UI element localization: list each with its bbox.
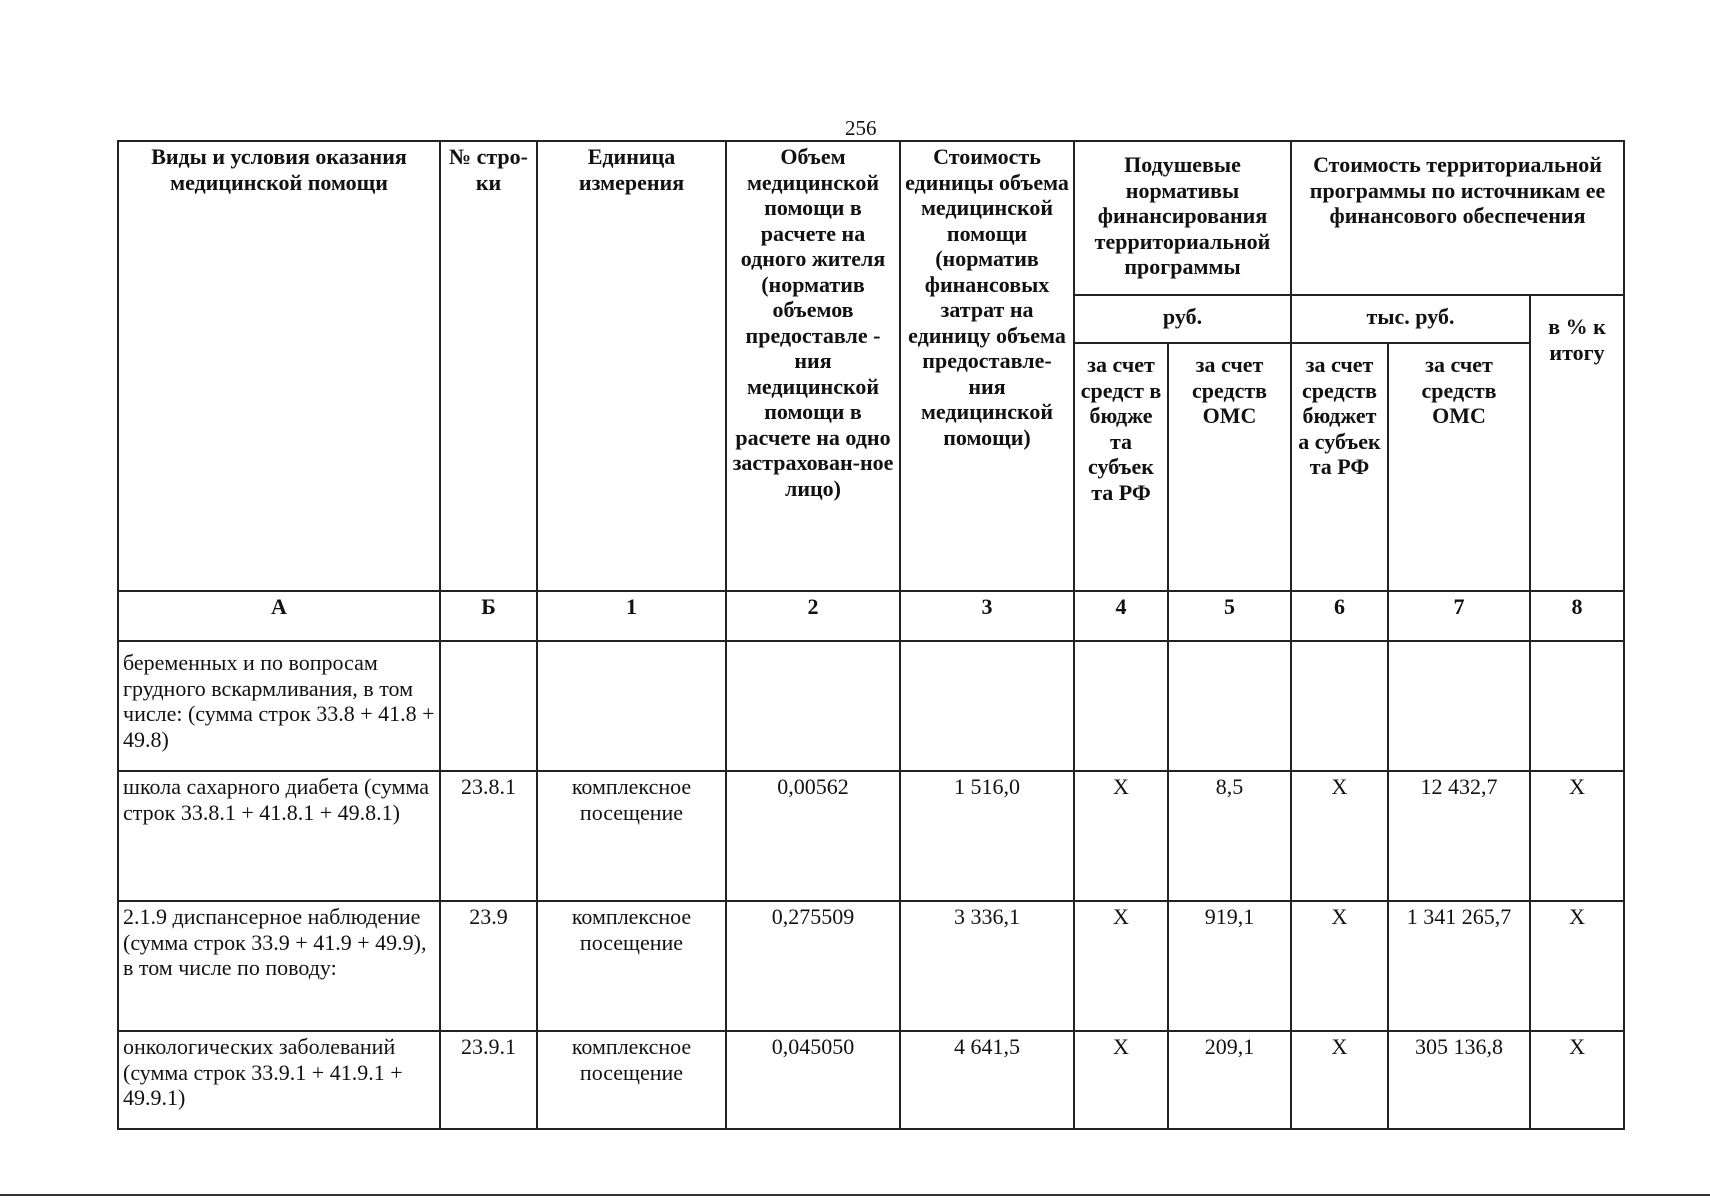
index-cell: 3 xyxy=(900,591,1074,641)
row-cost-budget: X xyxy=(1291,771,1388,901)
header-cost-oms: за счет средств ОМС xyxy=(1388,343,1530,591)
row-cost-budget: X xyxy=(1291,1031,1388,1129)
row-volume xyxy=(726,641,900,771)
row-line-number: 23.9 xyxy=(440,901,537,1031)
header-per-capita-group: Подушевые нормативы финансирования территориальной программы xyxy=(1074,141,1291,295)
row-unit-cost xyxy=(900,641,1074,771)
row-percent xyxy=(1530,641,1624,771)
row-description: беременных и по вопросам грудного вскармливания, в том числе: (сумма строк 33.8 + 41.8 + 49.8) xyxy=(118,641,440,771)
row-percapita-budget xyxy=(1074,641,1168,771)
index-cell: 7 xyxy=(1388,591,1530,641)
header-cost-budget: за счет средств бюджет а субъек та РФ xyxy=(1291,343,1388,591)
index-cell: А xyxy=(118,591,440,641)
header-volume: Объем медицинской помощи в расчете на одного жителя (норматив объемов предоставле - ния медицинской помощи в расчете на одно застрахован-ное лицо) xyxy=(726,141,900,591)
row-volume: 0,00562 xyxy=(726,771,900,901)
row-cost-oms: 12 432,7 xyxy=(1388,771,1530,901)
index-cell: 6 xyxy=(1291,591,1388,641)
row-cost-budget: X xyxy=(1291,901,1388,1031)
row-percapita-oms: 8,5 xyxy=(1168,771,1291,901)
row-unit xyxy=(537,641,726,771)
row-line-number xyxy=(440,641,537,771)
row-description: 2.1.9 диспансерное наблюдение (сумма строк 33.9 + 41.9 + 49.9), в том числе по поводу: xyxy=(118,901,440,1031)
row-volume: 0,045050 xyxy=(726,1031,900,1129)
row-unit: комплексное посещение xyxy=(537,901,726,1031)
page-bottom-rule xyxy=(0,1194,1710,1196)
index-cell: Б xyxy=(440,591,537,641)
row-percapita-oms: 209,1 xyxy=(1168,1031,1291,1129)
row-unit: комплексное посещение xyxy=(537,771,726,901)
header-percapita-budget: за счет средст в бюдже та субъек та РФ xyxy=(1074,343,1168,591)
header-types-of-care: Виды и условия оказания медицинской помощи xyxy=(118,141,440,591)
header-unit: Единица измерения xyxy=(537,141,726,591)
row-line-number: 23.9.1 xyxy=(440,1031,537,1129)
row-unit-cost: 4 641,5 xyxy=(900,1031,1074,1129)
row-percent: X xyxy=(1530,901,1624,1031)
row-cost-oms xyxy=(1388,641,1530,771)
header-unit-rub: руб. xyxy=(1074,295,1291,343)
row-percapita-oms: 919,1 xyxy=(1168,901,1291,1031)
row-description: школа сахарного диабета (сумма строк 33.8.1 + 41.8.1 + 49.8.1) xyxy=(118,771,440,901)
row-percapita-budget: X xyxy=(1074,771,1168,901)
header-line-number: № стро-ки xyxy=(440,141,537,591)
header-unit-thousand-rub: тыс. руб. xyxy=(1291,295,1530,343)
table-row xyxy=(118,1031,1624,1129)
table-row xyxy=(118,641,1624,771)
index-cell: 5 xyxy=(1168,591,1291,641)
row-line-number: 23.8.1 xyxy=(440,771,537,901)
row-cost-oms: 1 341 265,7 xyxy=(1388,901,1530,1031)
row-cost-oms: 305 136,8 xyxy=(1388,1031,1530,1129)
header-percapita-oms: за счет средств ОМС xyxy=(1168,343,1291,591)
financing-table xyxy=(117,140,1625,1130)
row-percapita-oms xyxy=(1168,641,1291,771)
header-unit-cost: Стоимость единицы объема медицинской помощи (норматив финансовых затрат на единицу объема предоставле-ния медицинской помощи) xyxy=(900,141,1074,591)
row-description: онкологических заболеваний (сумма строк 33.9.1 + 41.9.1 + 49.9.1) xyxy=(118,1031,440,1129)
table-row xyxy=(118,771,1624,901)
header-percent-of-total: в % к итогу xyxy=(1530,295,1624,591)
header-program-cost-group: Стоимость территориальной программы по источникам ее финансового обеспечения xyxy=(1291,141,1624,295)
row-cost-budget xyxy=(1291,641,1388,771)
index-cell: 4 xyxy=(1074,591,1168,641)
row-percent: X xyxy=(1530,771,1624,901)
page-number: 256 xyxy=(845,116,877,140)
row-unit-cost: 1 516,0 xyxy=(900,771,1074,901)
row-unit-cost: 3 336,1 xyxy=(900,901,1074,1031)
row-percent: X xyxy=(1530,1031,1624,1129)
index-cell: 8 xyxy=(1530,591,1624,641)
row-percapita-budget: X xyxy=(1074,901,1168,1031)
column-index-row xyxy=(118,591,1624,641)
row-unit: комплексное посещение xyxy=(537,1031,726,1129)
index-cell: 1 xyxy=(537,591,726,641)
row-volume: 0,275509 xyxy=(726,901,900,1031)
index-cell: 2 xyxy=(726,591,900,641)
row-percapita-budget: X xyxy=(1074,1031,1168,1129)
table-row xyxy=(118,901,1624,1031)
